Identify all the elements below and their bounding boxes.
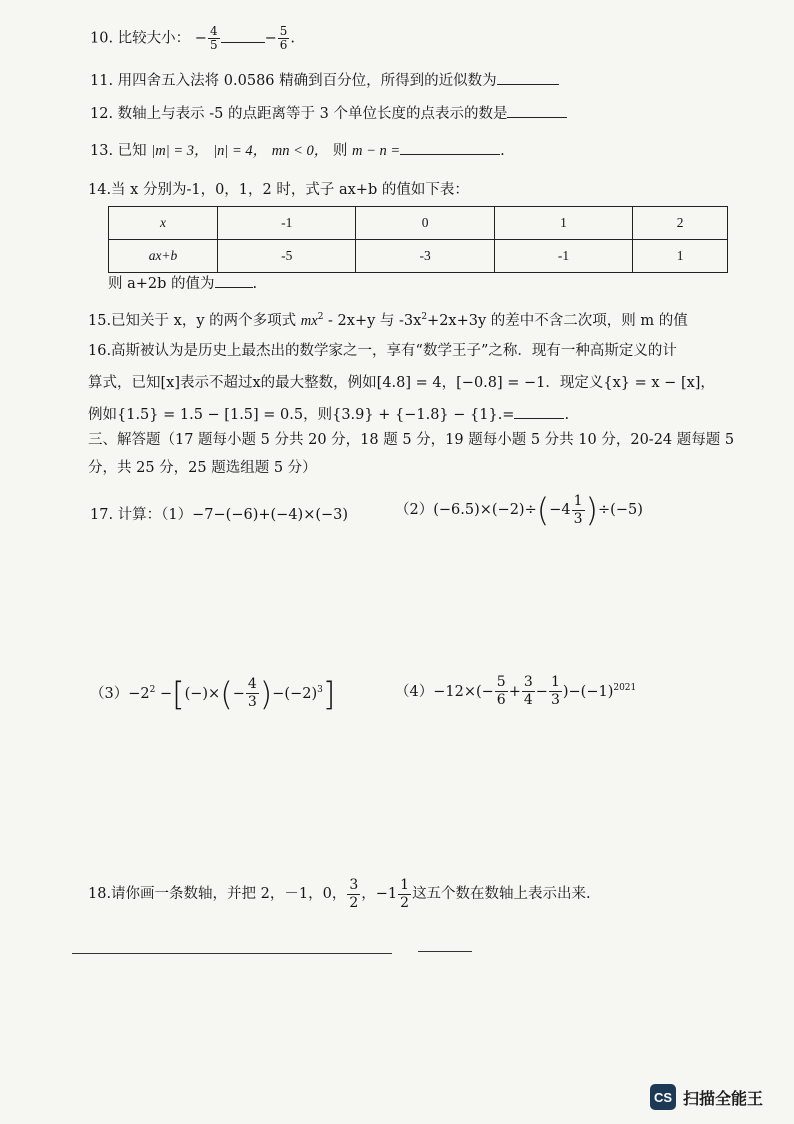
watermark-text: 扫描全能王 — [683, 1088, 764, 1108]
question-12: 12. 数轴上与表示 -5 的点距离等于 3 个单位长度的点表示的数是 — [90, 103, 567, 124]
answer-blank[interactable] — [497, 70, 559, 85]
fraction: $\frac{5}{6}$ — [496, 674, 506, 709]
question-14: 14.当 x 分别为-1，0，1，2 时，式子 ax+b 的值如下表： — [88, 182, 469, 198]
answer-blank[interactable] — [400, 140, 500, 155]
answer-blank[interactable] — [507, 103, 567, 118]
question-17-part2: （2）(−6.5)×(−2)÷(−4 $\frac{1}{3}$ )÷(−5) — [395, 491, 643, 529]
fraction-a: $\frac{4}{5}$ — [209, 24, 218, 52]
question-16-line3: 例如{1.5} = 1.5 − [1.5] = 0.5，则{3.9} + {−1.8} − {1}.= . — [88, 404, 569, 425]
fraction: $\frac{1}{3}$ — [550, 674, 560, 709]
number-line-drawing-segment[interactable] — [418, 951, 472, 952]
fraction: $\frac{1}{2}$ — [400, 876, 410, 911]
fraction: $\frac{3}{2}$ — [349, 876, 359, 911]
question-17-part3: $(3)-2^2$ −[(−)×(− $\frac{4}{3}$ )$-(-2)^3$] — [90, 674, 336, 713]
scanner-watermark — [650, 1084, 763, 1110]
section-heading-cont: 分，共 25 分，25 题选组题 5 分） — [88, 460, 317, 476]
table-row: ax+b -5 -3 -1 1 — [109, 240, 728, 273]
question-16-line1: 16.高斯被认为是历史上最杰出的数学家之一，享有“数学王子”之称．现有一种高斯定义的计 — [88, 343, 677, 359]
question-18: 18.请你画一条数轴，并把 2，－1，0， $\frac{3}{2}$ ，−1 $\frac{1}{2}$ 这五个数在数轴上表示出来. — [88, 876, 591, 911]
q10-text: 比较大小： — [117, 30, 191, 47]
camscanner-logo-icon: CS — [650, 1084, 676, 1110]
fraction-b: $\frac{5}{6}$ — [279, 24, 288, 52]
question-17-part4: （4）−12×(− $\frac{5}{6}$ + $\frac{3}{4}$ − $\frac{1}{3}$ )$-(-1)^{2021}$ — [395, 674, 637, 709]
question-10: 10. 比较大小： − $\frac{4}{5}$ − $\frac{5}{6}$ . — [90, 24, 295, 52]
question-11: 11. 用四舍五入法将 0.0586 精确到百分位，所得到的近似数为 — [90, 70, 559, 91]
q10-label: 10. — [90, 30, 114, 47]
question-15: 15.已知关于 x，y 的两个多项式 $mx^2 - 2x+y$ 与 $-3x^2+2x+3y$ 的差中不含二次项，则 m 的值 — [88, 312, 688, 329]
fraction: $\frac{1}{3}$ — [573, 492, 583, 527]
q14-after: 则 a+2b 的值为 . — [108, 273, 257, 294]
question-16-line2: 算式，已知[x]表示不超过x的最大整数，例如[4.8] = 4，[−0.8] = −1．现定义{x} = x − [x]， — [88, 375, 715, 391]
answer-blank[interactable] — [514, 404, 564, 419]
section-heading: 三、解答题（17 题每小题 5 分共 20 分，18 题 5 分，19 题每小题 5 分共 10 分，20-24 题每题 5 — [88, 432, 735, 448]
fraction: $\frac{4}{3}$ — [247, 676, 257, 711]
number-line-drawing[interactable] — [72, 953, 392, 954]
value-table — [108, 206, 728, 273]
question-17-part1: 17. 计算：（1）−7−(−6)+(−4)×(−3) — [90, 507, 349, 523]
answer-blank[interactable] — [221, 28, 265, 43]
fraction: $\frac{3}{4}$ — [523, 674, 533, 709]
answer-blank[interactable] — [215, 273, 253, 288]
question-13: 13. 已知 |m| = 3， |n| = 4， mn < 0， 则 m − n = . — [90, 140, 505, 161]
table-row: x -1 0 1 2 — [109, 207, 728, 240]
